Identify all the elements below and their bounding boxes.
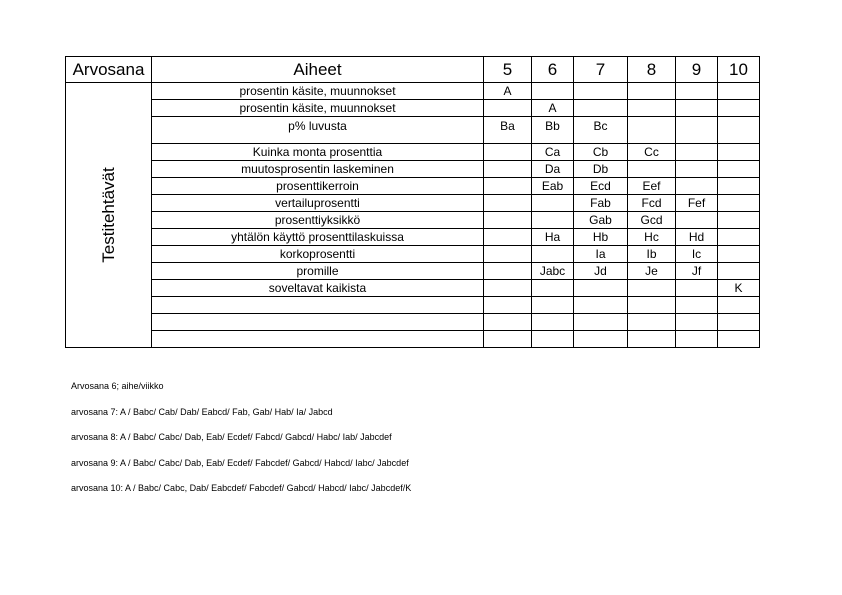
topic-cell: prosentin käsite, muunnokset xyxy=(152,100,484,117)
table-row xyxy=(66,83,760,100)
grade-cell: Gcd xyxy=(628,212,676,229)
side-label: Testitehtävät xyxy=(98,167,118,263)
note-line: Arvosana 6; aihe/viikko xyxy=(71,381,164,391)
grade-topic-table xyxy=(65,56,760,348)
grade-cell: Db xyxy=(574,161,628,178)
grade-cell xyxy=(574,297,628,314)
grade-cell xyxy=(628,297,676,314)
grade-cell xyxy=(532,246,574,263)
grade-cell xyxy=(718,314,760,331)
note-line: arvosana 10: A / Babc/ Cabc, Dab/ Eabcdef/ Fabcdef/ Gabcd/ Habcd/ Iabc/ Jabcdef/K xyxy=(71,483,412,494)
topic-cell: Kuinka monta prosenttia xyxy=(152,144,484,161)
note-line: arvosana 8: A / Babc/ Cabc/ Dab, Eab/ Ecdef/ Fabcd/ Gabcd/ Habc/ Iab/ Jabcdef xyxy=(71,432,392,443)
topic-cell: vertailuprosentti xyxy=(152,195,484,212)
grade-cell: Hb xyxy=(574,229,628,246)
grade-cell: Ic xyxy=(676,246,718,263)
grade-cell xyxy=(676,314,718,331)
grade-cell xyxy=(532,331,574,348)
grade-cell xyxy=(484,263,532,280)
grade-cell xyxy=(574,280,628,297)
table-row xyxy=(66,280,760,297)
grade-cell xyxy=(718,297,760,314)
header-grade-9: 9 xyxy=(676,57,718,83)
grade-cell xyxy=(574,314,628,331)
header-grade-10: 10 xyxy=(718,57,760,83)
topic-cell xyxy=(152,314,484,331)
header-arvosana: Arvosana xyxy=(66,57,152,83)
table-row xyxy=(66,144,760,161)
grade-cell: Cc xyxy=(628,144,676,161)
grade-cell xyxy=(628,161,676,178)
topic-cell: soveltavat kaikista xyxy=(152,280,484,297)
table-row xyxy=(66,178,760,195)
grade-cell xyxy=(628,280,676,297)
table-row xyxy=(66,246,760,263)
grade-cell xyxy=(718,246,760,263)
grade-cell xyxy=(676,331,718,348)
grade-cell: Bb xyxy=(532,117,574,144)
grade-cell: Fcd xyxy=(628,195,676,212)
grade-cell xyxy=(484,161,532,178)
topic-cell xyxy=(152,297,484,314)
grade-cell xyxy=(532,195,574,212)
grade-cell: Jd xyxy=(574,263,628,280)
header-grade-8: 8 xyxy=(628,57,676,83)
grade-cell: Ib xyxy=(628,246,676,263)
grade-cell xyxy=(676,144,718,161)
grade-cell xyxy=(484,229,532,246)
table-row xyxy=(66,297,760,314)
header-grade-6: 6 xyxy=(532,57,574,83)
grade-cell xyxy=(484,331,532,348)
grade-cell: Je xyxy=(628,263,676,280)
grade-cell xyxy=(718,117,760,144)
grade-cell xyxy=(484,314,532,331)
grade-cell: Ecd xyxy=(574,178,628,195)
grade-cell: Ca xyxy=(532,144,574,161)
grade-cell xyxy=(484,280,532,297)
grade-cell xyxy=(484,195,532,212)
table-row xyxy=(66,195,760,212)
header-grade-5: 5 xyxy=(484,57,532,83)
topic-cell: prosenttikerroin xyxy=(152,178,484,195)
grade-cell: Hc xyxy=(628,229,676,246)
grade-cell xyxy=(484,246,532,263)
table-body xyxy=(66,83,760,348)
grade-cell xyxy=(628,83,676,100)
grade-cell: A xyxy=(484,83,532,100)
grade-cell xyxy=(484,144,532,161)
table-row xyxy=(66,161,760,178)
topic-cell: yhtälön käyttö prosenttilaskuissa xyxy=(152,229,484,246)
grade-cell: Cb xyxy=(574,144,628,161)
note-line: arvosana 7: A / Babc/ Cab/ Dab/ Eabcd/ Fab, Gab/ Hab/ Ia/ Jabcd xyxy=(71,406,333,417)
grade-cell xyxy=(676,83,718,100)
table-row xyxy=(66,314,760,331)
grade-cell xyxy=(676,297,718,314)
grade-cell: Eab xyxy=(532,178,574,195)
grade-cell xyxy=(484,297,532,314)
grade-cell xyxy=(628,100,676,117)
grade-cell xyxy=(676,280,718,297)
table-row xyxy=(66,229,760,246)
grade-cell: Ha xyxy=(532,229,574,246)
topic-cell xyxy=(152,331,484,348)
grade-cell: Ba xyxy=(484,117,532,144)
grade-cell: Bc xyxy=(574,117,628,144)
grade-cell xyxy=(628,331,676,348)
grade-cell xyxy=(628,314,676,331)
grade-cell: Ia xyxy=(574,246,628,263)
grade-cell xyxy=(676,161,718,178)
grade-cell xyxy=(484,212,532,229)
grade-cell xyxy=(718,178,760,195)
grade-cell xyxy=(718,195,760,212)
grade-cell xyxy=(532,280,574,297)
grade-cell xyxy=(676,212,718,229)
header-row xyxy=(66,57,760,83)
grade-cell xyxy=(718,331,760,348)
table-row xyxy=(66,331,760,348)
grade-cell xyxy=(532,297,574,314)
grade-cell xyxy=(718,161,760,178)
grade-cell xyxy=(628,117,676,144)
table-row xyxy=(66,212,760,229)
table-row xyxy=(66,117,760,144)
grade-cell: Gab xyxy=(574,212,628,229)
grade-cell xyxy=(718,83,760,100)
grade-cell: Jf xyxy=(676,263,718,280)
grade-cell: Hd xyxy=(676,229,718,246)
grade-cell xyxy=(574,83,628,100)
topic-cell: prosenttiyksikkö xyxy=(152,212,484,229)
grade-cell xyxy=(484,100,532,117)
grade-cell: Da xyxy=(532,161,574,178)
header-grade-7: 7 xyxy=(574,57,628,83)
grade-cell xyxy=(532,212,574,229)
grade-cell xyxy=(676,100,718,117)
grade-cell: A xyxy=(532,100,574,117)
table-row xyxy=(66,263,760,280)
grade-cell: Fab xyxy=(574,195,628,212)
header-aiheet: Aiheet xyxy=(152,57,484,83)
topic-cell: p% luvusta xyxy=(152,117,484,144)
grade-cell: K xyxy=(718,280,760,297)
grade-cell xyxy=(718,144,760,161)
grade-cell: Jabc xyxy=(532,263,574,280)
topic-cell: promille xyxy=(152,263,484,280)
grade-notes xyxy=(71,378,411,506)
grade-cell xyxy=(718,229,760,246)
table-row xyxy=(66,100,760,117)
grade-cell xyxy=(574,100,628,117)
grade-cell xyxy=(718,212,760,229)
grade-cell: Eef xyxy=(628,178,676,195)
note-line: arvosana 9: A / Babc/ Cabc/ Dab, Eab/ Ecdef/ Fabcdef/ Gabcd/ Habcd/ Iabc/ Jabcdef xyxy=(71,457,409,468)
grade-cell xyxy=(676,117,718,144)
grade-cell xyxy=(574,331,628,348)
side-label-cell xyxy=(66,83,152,348)
grade-cell xyxy=(484,178,532,195)
grade-cell: Fef xyxy=(676,195,718,212)
grade-cell xyxy=(532,314,574,331)
topic-cell: prosentin käsite, muunnokset xyxy=(152,83,484,100)
grade-cell xyxy=(718,100,760,117)
grade-cell xyxy=(718,263,760,280)
topic-cell: muutosprosentin laskeminen xyxy=(152,161,484,178)
topic-cell: korkoprosentti xyxy=(152,246,484,263)
grade-cell xyxy=(532,83,574,100)
grade-cell xyxy=(676,178,718,195)
